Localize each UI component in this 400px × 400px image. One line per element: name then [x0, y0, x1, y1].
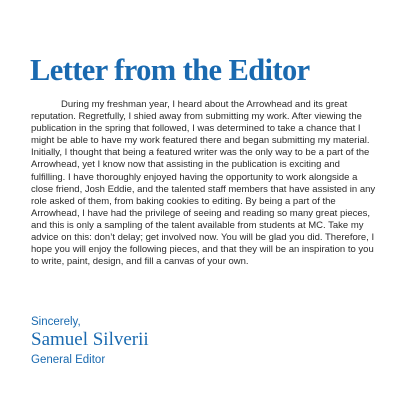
signer-role: General Editor — [31, 354, 106, 366]
letter-body: During my freshman year, I heard about the Arrowhead and its great reputation. Regretfully, I shied away from submitting my work. After viewing the publication in the spring that followed, I was determined to take a chance that I might be able to have my work featured there and began submitting my material. Initially, I thought that being a featured writer was the only way to be a part of the Arrowhead, yet I know now that assisting in the publication is exciting and fulfilling. I have thoroughly enjoyed having the opportunity to work alongside a close friend, Josh Eddie, and the talented staff members that have assisted in any role asked of them, from baking cookies to editing. By being a part of the Arrowhead, I have had the privilege of seeing and reading so many great pieces, and this is only a sampling of the talent available from students at MC. Take my advice on this: don’t delay; get involved now. You will be glad you did. Therefore, I hope you will enjoy the following pieces, and that they will be an inspiration to you to write, paint, design, and fill a canvas of your own. — [31, 99, 376, 268]
page-title: Letter from the Editor — [30, 53, 310, 87]
signer-name: Samuel Silverii — [31, 329, 149, 350]
letter-closing: Sincerely, — [31, 316, 81, 328]
